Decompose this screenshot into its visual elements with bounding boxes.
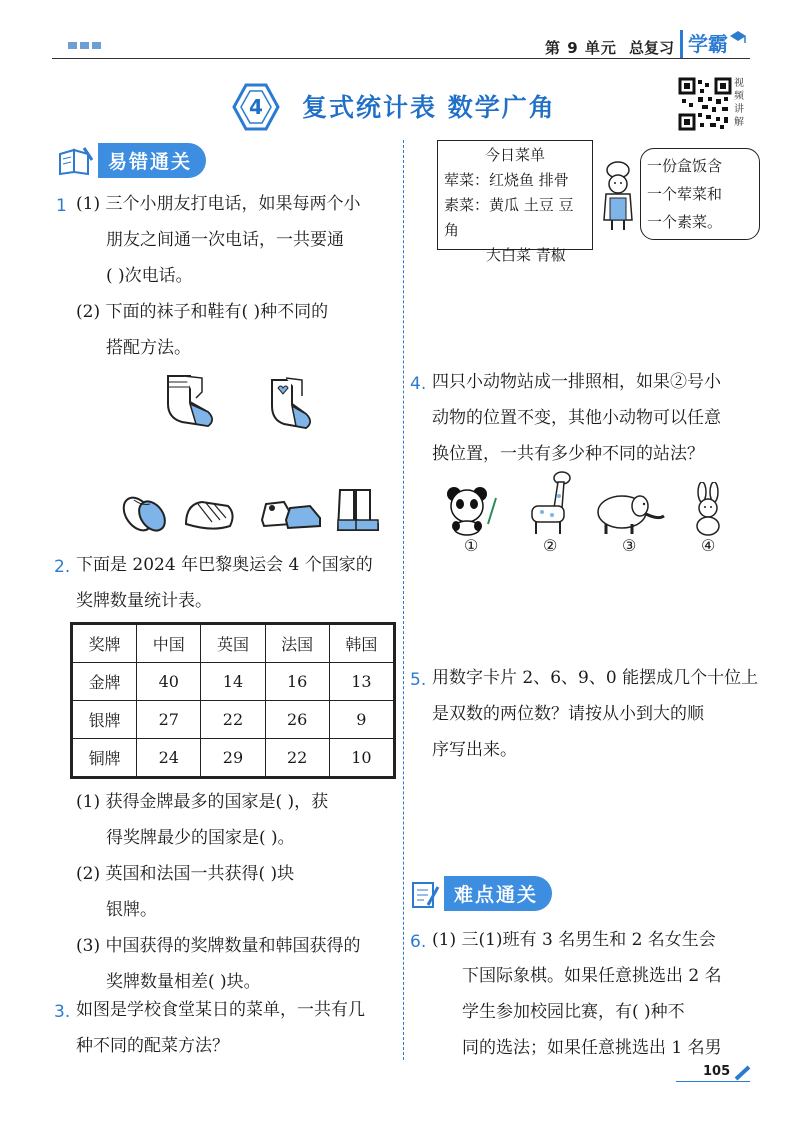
- speech-line-1: 一份盒饭含: [647, 157, 723, 175]
- q2-sub3-line-2: 奖牌数量相差( )块。: [106, 972, 261, 992]
- table-row: [73, 663, 394, 701]
- sandal-image: [118, 488, 170, 534]
- q1-line-3: ( )次电话。: [106, 266, 193, 286]
- table-cell: 40: [137, 663, 201, 701]
- menu-title: 今日菜单: [484, 146, 545, 164]
- rabbit-image: [688, 482, 728, 536]
- q6-line-1: (1) 三(1)班有 3 名男生和 2 名女生会: [432, 930, 716, 950]
- q4-line-1: 四只小动物站成一排照相，如果②号小: [432, 372, 721, 392]
- q2-sub1-line-2: 得奖牌最少的国家是( )。: [106, 828, 295, 848]
- section-label: 易错通关: [98, 143, 206, 178]
- chef-image: [596, 160, 640, 232]
- review-label: 总复习: [629, 39, 675, 57]
- table-cell: 9: [329, 701, 393, 739]
- table-cell: 29: [201, 739, 265, 777]
- table-header-row: [73, 625, 394, 663]
- q2-sub2-line-1: (2) 英国和法国一共获得( )块: [76, 864, 295, 884]
- animal-label-4: ④: [701, 536, 716, 555]
- animal-label-1: ①: [464, 536, 479, 555]
- q5-line-1: 用数字卡片 2、6、9、0 能摆成几个十位上: [432, 668, 759, 688]
- q2-line-2: 奖牌数量统计表。: [76, 591, 212, 611]
- q3-number: 3.: [54, 1002, 71, 1022]
- section-head-easy-mistakes: [58, 143, 206, 178]
- q4-line-3: 换位置，一共有多少种不同的站法？: [432, 444, 704, 464]
- notepad-pen-icon: [410, 879, 440, 909]
- book-pen-icon: [58, 146, 94, 176]
- q1-line-1: (1) 三个小朋友打电话，如果每两个小: [76, 194, 361, 214]
- q5-line-2: 是双数的两位数？请按从小到大的顺: [432, 704, 704, 724]
- panda-image: [444, 484, 500, 536]
- speech-bubble: [640, 148, 760, 240]
- graduation-cap-icon: [728, 28, 748, 46]
- q2-sub3-line-1: (3) 中国获得的奖牌数量和韩国获得的: [76, 936, 361, 956]
- animal-label-3: ③: [622, 536, 637, 555]
- boots-image: [334, 486, 382, 534]
- elephant-image: [592, 490, 666, 536]
- q5-number: 5.: [410, 670, 427, 690]
- kid-shoes-image: [258, 490, 324, 534]
- table-cell: 27: [137, 701, 201, 739]
- header-decoration: [68, 42, 101, 49]
- animal-label-2: ②: [543, 536, 558, 555]
- header-rule: [52, 58, 750, 59]
- table-header-cell: 奖牌: [73, 625, 137, 663]
- table-header-cell: 法国: [265, 625, 329, 663]
- table-header-cell: 韩国: [329, 625, 393, 663]
- page-title: 复式统计表 数学广角: [302, 93, 556, 122]
- table-cell: 22: [265, 739, 329, 777]
- q2-sub1-line-1: (1) 获得金牌最多的国家是( )，获: [76, 792, 329, 812]
- q3-line-2: 种不同的配菜方法？: [76, 1036, 229, 1056]
- pencil-icon: [733, 1064, 753, 1082]
- q1-number: 1: [56, 196, 67, 216]
- brand-logo: 学霸: [680, 30, 728, 58]
- table-cell: 22: [201, 701, 265, 739]
- q6-line-2: 下国际象棋。如果任意挑选出 2 名: [462, 966, 722, 986]
- q3-line-1: 如图是学校食堂某日的菜单，一共有几: [76, 1000, 365, 1020]
- slipper-image: [182, 494, 238, 534]
- giraffe-image: [524, 468, 576, 536]
- table-cell: 24: [137, 739, 201, 777]
- q4-line-2: 动物的位置不变，其他小动物可以任意: [432, 408, 721, 428]
- speech-line-2: 一个荤菜和: [647, 185, 723, 203]
- sock-1-image: [160, 372, 228, 428]
- table-cell: 16: [265, 663, 329, 701]
- q1-line-2: 朋友之间通一次电话，一共要通: [106, 230, 344, 250]
- table-header-cell: 中国: [137, 625, 201, 663]
- footer-rule: [676, 1081, 750, 1082]
- q5-line-3: 序写出来。: [432, 740, 517, 760]
- table-cell: 13: [329, 663, 393, 701]
- q1-part2-line-2: 搭配方法。: [106, 338, 191, 358]
- page-number: 105: [703, 1064, 731, 1079]
- unit-label: 第 9 单元: [545, 39, 617, 57]
- menu-meat-line: 荤菜：红烧鱼 排骨: [444, 171, 569, 189]
- section-label: 难点通关: [444, 876, 552, 911]
- table-cell: 26: [265, 701, 329, 739]
- table-header-cell: 英国: [201, 625, 265, 663]
- table-cell: 银牌: [73, 701, 137, 739]
- menu-veg-line-2: 大白菜 青椒: [486, 246, 566, 264]
- table-cell: 14: [201, 663, 265, 701]
- q4-number: 4.: [410, 374, 427, 394]
- medal-table: [72, 624, 394, 777]
- table-row: [73, 739, 394, 777]
- qr-label: 视频讲解: [734, 78, 744, 128]
- q6-line-4: 同的选法；如果任意挑选出 1 名男: [462, 1038, 722, 1058]
- q2-number: 2.: [54, 557, 71, 577]
- menu-veg-line: 素菜：黄瓜 土豆 豆角: [444, 196, 574, 239]
- speech-line-3: 一个素菜。: [647, 213, 723, 231]
- table-cell: 10: [329, 739, 393, 777]
- table-row: [73, 701, 394, 739]
- q2-sub2-line-2: 银牌。: [106, 900, 157, 920]
- q6-line-3: 学生参加校园比赛，有( )种不: [462, 1002, 685, 1022]
- section-head-hard-points: [410, 876, 552, 911]
- table-cell: 金牌: [73, 663, 137, 701]
- table-cell: 铜牌: [73, 739, 137, 777]
- sock-2-image: [264, 374, 318, 430]
- column-divider: [403, 140, 404, 1060]
- title-badge: [232, 83, 280, 131]
- q6-number: 6.: [410, 932, 427, 952]
- qr-code[interactable]: [678, 77, 732, 131]
- q1-part2-line-1: (2) 下面的袜子和鞋有( )种不同的: [76, 302, 329, 322]
- title-number: 4: [249, 95, 263, 119]
- q2-line-1: 下面是 2024 年巴黎奥运会 4 个国家的: [76, 555, 373, 575]
- menu-board: [437, 140, 593, 264]
